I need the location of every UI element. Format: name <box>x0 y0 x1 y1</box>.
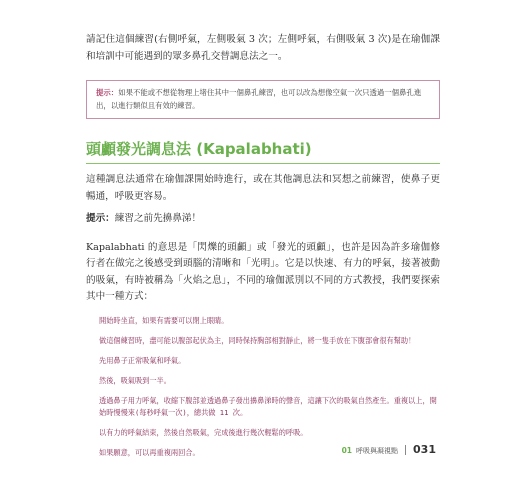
tip-box-text: 如果不能或不想從物理上堵住其中一個鼻孔練習，也可以改為想像空氣一次只透過一個鼻孔進出，以進行類似且有效的練習。 <box>96 88 422 110</box>
intro-paragraph: 請記住這個練習(右側呼氣，左側吸氣 3 次；左側呼氣，右側吸氣 3 次)是在瑜伽課和培訓中可能遇到的眾多鼻孔交替調息法之一。 <box>86 34 440 62</box>
tip-box <box>86 80 440 119</box>
instruction-item: 開始時坐直，如果有需要可以閉上眼睛。 <box>99 315 229 325</box>
tip-line-text: 練習之前先擤鼻涕！ <box>114 213 202 224</box>
heading-rule <box>86 163 440 164</box>
chapter-title: 呼吸與凝視點 <box>356 447 399 455</box>
section-heading: 頭顱發光調息法 (Kapalabhati) <box>86 140 312 158</box>
instruction-item: 做這個練習時，盡可能以腹部起伏為主，同時保持胸部相對靜止，將一隻手放在下腹部會很有幫助！ <box>99 335 416 345</box>
page-footer <box>342 443 436 456</box>
tip-line-label: 提示： <box>86 213 115 224</box>
page-body <box>86 32 440 467</box>
instruction-item: 先用鼻子正常吸氣和呼氣。 <box>99 355 186 365</box>
description-paragraph: Kapalabhati 的意思是「閃爍的頭顱」或「發光的頭顱」，也許是因為許多瑜伽修行者在做完之後感受到頭腦的清晰和「光明」。它是以快速、有力的呼氣，接著被動的吸氣，有時被稱為「火焰之息」，不同的瑜伽派別以不同的方式教授，我們要探索其中一種方式： <box>86 241 440 302</box>
instruction-list <box>86 315 440 459</box>
footer-divider <box>405 445 406 455</box>
instruction-item: 透過鼻子用力呼氣，收縮下腹部並透過鼻子發出擤鼻涕時的聲音，這讓下次的吸氣自然產生。重複以上，開始時慢慢來(每秒呼氣一次)，總共做 11 次。 <box>99 395 437 417</box>
instruction-item: 以有力的呼氣結束，然後自然吸氣，完成後進行幾次輕鬆的呼吸。 <box>99 427 308 437</box>
chapter-number: 01 <box>341 446 353 455</box>
page-number: 031 <box>413 443 436 456</box>
instruction-item: 如果願意，可以再重複兩回合。 <box>99 447 200 457</box>
tip-line <box>86 211 440 228</box>
instruction-item: 然後，吸氣吸到一半。 <box>99 375 171 385</box>
section-paragraph: 這種調息法通常在瑜伽課開始時進行，或在其他調息法和冥想之前練習，使鼻子更暢通，呼吸更容易。 <box>86 174 440 202</box>
tip-box-label: 提示： <box>96 88 119 97</box>
